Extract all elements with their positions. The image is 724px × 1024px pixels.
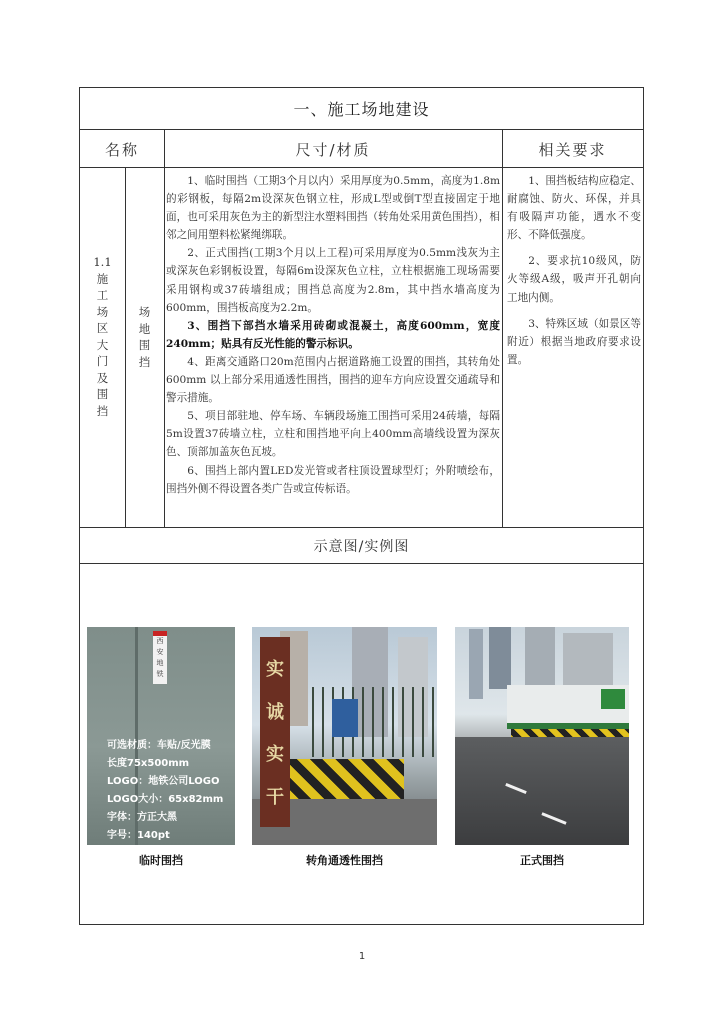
spec-paragraph: 5、项目部驻地、停车场、车辆段场施工围挡可采用24砖墙，每隔5m设置37砖墙立柱，立柱和围挡地平向上400mm高墙线设置为深灰色、顶部加盖灰色瓦坡。	[166, 410, 500, 459]
table-body-row	[80, 168, 643, 528]
requirement-paragraph: 2、要求抗10级风，防火等级A级，吸声开孔朝向工地内侧。	[507, 255, 641, 304]
requirement-paragraph: 1、围挡板结构应稳定、耐腐蚀、防火、环保，并具有吸隔声功能，遇水不变形、不降低强度。	[507, 175, 641, 242]
photo-corner-hoarding	[252, 627, 437, 845]
see-through-fence	[312, 687, 434, 757]
info-board	[332, 699, 358, 737]
spec-text	[166, 172, 500, 498]
overlay-line: 字号：140pt	[107, 830, 170, 841]
overlay-line: LOGO：地铁公司LOGO	[107, 776, 220, 787]
category-char: 工	[96, 288, 109, 302]
sign-char: 铁	[156, 670, 164, 678]
requirement-paragraph: 3、特殊区域（如景区等附近）根据当地政府要求设置。	[507, 317, 641, 366]
spec-paragraph: 2、正式围挡(工期3个月以上工程)可采用厚度为0.5mm浅灰为主或深灰色彩钢板设置，每隔6m设深灰色立柱，立柱根据施工现场需要采用钢构或37砖墙组成；围挡总高度为2.8m，其中挡水墙高度为600mm，围挡板高度为2.2m。	[166, 247, 500, 314]
sign-char: 西	[156, 637, 164, 645]
page-number: 1	[358, 951, 366, 962]
photo-formal-hoarding	[455, 627, 629, 845]
spec-paragraph: 6、围挡上部内置LED发光管或者柱顶设置球型灯；外附喷绘布，围挡外侧不得设置各类广告或宣传标语。	[166, 464, 500, 495]
sub-char: 挡	[138, 354, 151, 369]
pillar-char: 干	[266, 786, 284, 808]
sign-char: 安	[156, 648, 164, 656]
category-char: 围	[96, 387, 109, 401]
category-char: 门	[96, 354, 109, 368]
requirement-text	[507, 172, 641, 377]
header-name: 名称	[104, 140, 139, 159]
category-char: 挡	[96, 403, 109, 418]
section-title: 一、施工场地建设	[80, 88, 643, 130]
overlay-line: 可选材质：车贴/反光膜	[107, 740, 211, 751]
pillar-char: 实	[266, 744, 284, 766]
building	[489, 627, 511, 689]
photo-temporary-hoarding	[87, 627, 235, 845]
gate-pillar	[260, 637, 290, 827]
category-char: 及	[96, 370, 109, 385]
road	[455, 737, 629, 845]
sub-char: 场	[138, 305, 151, 319]
green-sign	[601, 689, 625, 709]
divider	[502, 130, 503, 168]
header-requirement: 相关要求	[538, 140, 607, 159]
spec-paragraph: 4、距离交通路口20m范围内占据道路施工设置的围挡，其转角处 600mm 以上部分采用通透性围挡，围挡的迎车方向应设置交通疏导和警示措施。	[166, 355, 500, 405]
construction-site-table	[79, 87, 644, 925]
divider	[164, 130, 165, 168]
building	[469, 629, 483, 699]
divider	[164, 168, 165, 528]
sign-char: 地	[156, 659, 164, 667]
pillar-char: 实	[266, 659, 284, 681]
overlay-line: 长度75x500mm	[107, 758, 190, 769]
caption-temporary: 临时围挡	[139, 854, 183, 867]
metro-sign	[153, 631, 167, 684]
caption-formal: 正式围挡	[520, 854, 564, 867]
spec-paragraph: 1、临时围挡（工期3个月以内）采用厚度为0.5mm，高度为1.8m的彩钢板，每隔2m设深灰色钢立柱，形成L型或倒T型直接固定于地面，也可采用灰色为主的新型注水塑料围挡（转角处采用黄色围挡），相邻之间用塑料松紧绳绑联。	[166, 175, 500, 242]
category-char: 施	[96, 271, 109, 286]
overlay-line: LOGO大小：65x82mm	[107, 794, 224, 805]
header-spec: 尺寸/材质	[295, 140, 371, 159]
category-char: 场	[96, 304, 109, 319]
building	[563, 633, 613, 693]
illustration-title: 示意图/实例图	[80, 528, 643, 564]
item-code: 1.1	[93, 255, 112, 269]
category-char: 区	[96, 321, 109, 335]
divider	[502, 168, 503, 528]
spec-paragraph-bold: 3、围挡下部挡水墙采用砖砌或混凝土，高度600mm，宽度240mm；贴具有反光性能的警示标识。	[166, 319, 500, 350]
hazard-wall	[286, 759, 404, 799]
category-char: 大	[96, 337, 109, 352]
sub-char: 地	[138, 321, 151, 336]
table-header-row	[80, 130, 643, 168]
overlay-line: 字体：方正大黑	[107, 812, 177, 823]
item-category	[80, 254, 125, 419]
pillar-char: 诚	[266, 701, 284, 723]
sub-char: 围	[138, 338, 151, 352]
item-subcategory	[125, 304, 164, 370]
caption-corner: 转角通透性围挡	[306, 854, 383, 867]
